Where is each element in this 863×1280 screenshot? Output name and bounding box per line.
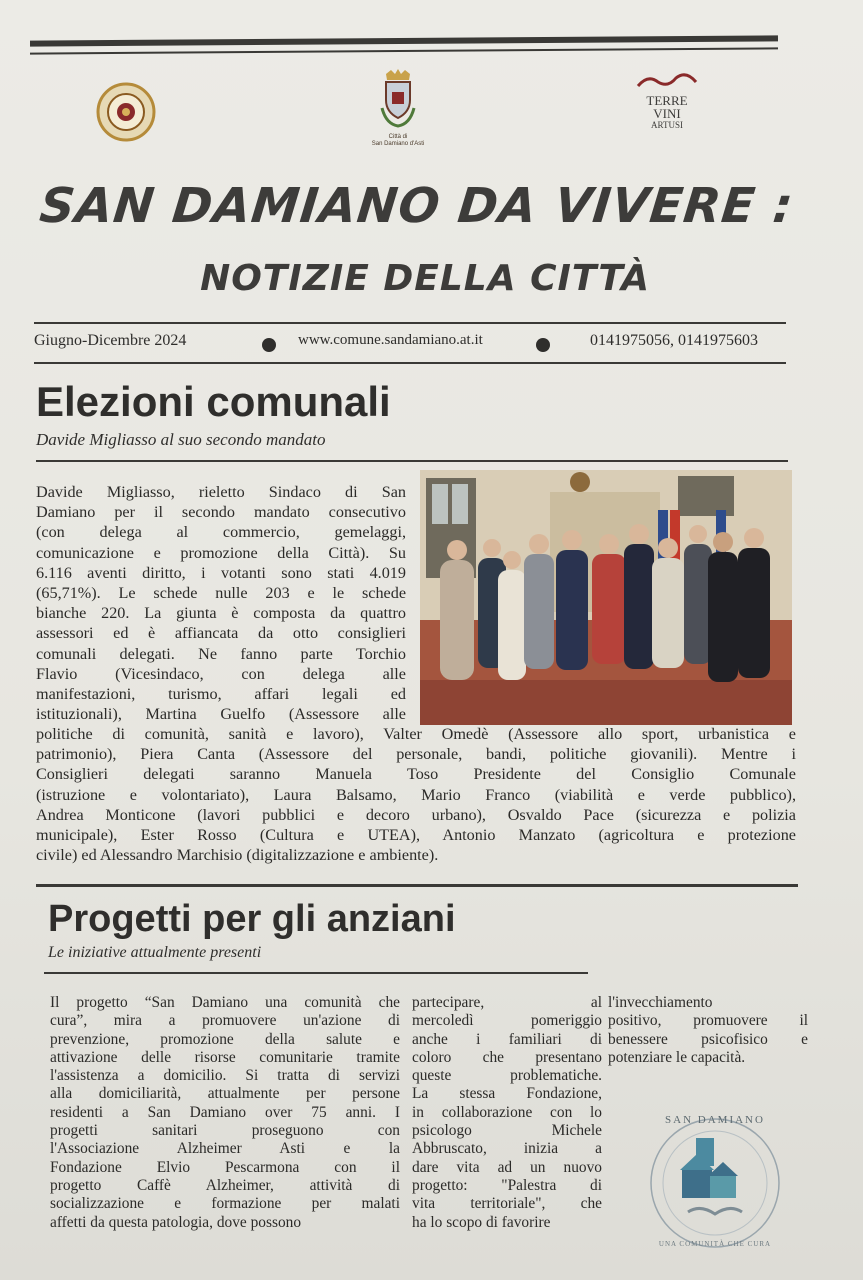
text-line: l'invecchiamento (608, 994, 713, 1011)
separator-dot (262, 338, 276, 352)
separator-dot (536, 338, 550, 352)
text-line: psicologo Michele (412, 1122, 602, 1140)
text-line: partecipare, al (412, 994, 602, 1011)
crest-caption-line1: Città di (388, 134, 408, 140)
text-line: l'Associazione Alzheimer Asti e la (50, 1140, 400, 1158)
text-line: progetto Caffè Alzheimer, attività di (50, 1176, 400, 1194)
article1-heading: Elezioni comunali (36, 378, 391, 425)
article-divider (36, 884, 798, 887)
terre-vini-text-2: VINI (653, 106, 681, 121)
round-seal-logo (96, 82, 156, 146)
text-line: La stessa Fondazione, (412, 1085, 602, 1103)
article2-column-2 (412, 994, 602, 1232)
text-line: residenti a San Damiano over 75 anni. I (50, 1103, 400, 1121)
article1-subheading: Davide Migliasso al suo secondo mandato (36, 430, 326, 449)
text-line: istituzionali), Martina Guelfo (Assessore alle (36, 705, 406, 724)
article2-column-3 (608, 994, 808, 1067)
article2-rule (44, 972, 588, 974)
badge-ring-text: UNA COMUNITÀ CHE CURA (658, 1240, 772, 1248)
text-line: queste problematiche. (412, 1067, 602, 1085)
website-link[interactable]: www.comune.sandamiano.at.it (298, 332, 483, 348)
masthead-subtitle: NOTIZIE DELLA CITTÀ (200, 258, 650, 299)
text-line: Fondazione Elvio Pescarmona con il (50, 1158, 400, 1176)
text-line: progetti sanitari proseguono con (50, 1122, 400, 1140)
text-line: socializzazione e formazione per malati (50, 1195, 400, 1213)
top-rule (30, 35, 778, 46)
text-line: vita territoriale", che (412, 1195, 602, 1213)
terre-vini-text-1: TERRE (646, 93, 688, 108)
text-line: Consiglieri delegati saranno Manuela Toso Presidente del Consiglio Comunale (36, 765, 796, 784)
text-line: ha lo scopo di favorire (412, 1213, 551, 1231)
text-line: patrimonio), Piera Canta (Assessore del personale, bandi, politiche giovanili). Mentre i (36, 745, 796, 764)
badge-title: SAN DAMIANO (665, 1114, 765, 1126)
meta-rule-bottom (34, 362, 786, 364)
text-line: Davide Migliasso, rieletto Sindaco di San (36, 483, 406, 501)
text-line: in collaborazione con lo (412, 1103, 602, 1121)
text-line: civile) ed Alessandro Marchisio (digitalizzazione e ambiente). (36, 846, 439, 865)
city-crest-logo (360, 68, 436, 148)
crest-caption-line2: San Damiano d'Asti (371, 141, 425, 147)
text-line: attivazione delle risorse comunitarie tramite (50, 1048, 400, 1066)
text-line: coloro che presentano (412, 1048, 602, 1066)
article1-body-wrapped (36, 482, 406, 724)
text-line: municipale), Ester Rosso (Cultura e UTEA), Antonio Manzato (agricoltura e protezione (36, 826, 796, 845)
text-line: progetto: "Palestra di (412, 1176, 602, 1194)
text-line: Abbruscato, inizia a (412, 1140, 602, 1158)
text-line: bianche 220. La giunta è composta da quattro (36, 604, 406, 623)
text-line: prevenzione, promozione della salute e (50, 1030, 400, 1048)
text-line: assessori ed è affiancata da otto consiglieri (36, 624, 406, 643)
text-line-tail: al (590, 994, 602, 1011)
top-rule-thin (30, 47, 778, 54)
text-line: cura”, mira a promuovere un'azione di (50, 1012, 400, 1030)
text-line: (con delega al commercio, gemelaggi, (36, 523, 406, 542)
text-line: potenziare le capacità. (608, 1048, 746, 1066)
text-line: alla domiciliarità, attualmente per persone (50, 1085, 400, 1103)
text-line: comunali delegati. Ne fanno parte Torchio (36, 644, 406, 663)
text-line: politiche di comunità, sanità e lavoro), Valter Omedè (Assessore allo sport, urbanistica e (36, 725, 796, 743)
text-line: benessere psicofisico e (608, 1030, 808, 1048)
article1-body-full (36, 724, 796, 865)
community-badge (640, 1108, 790, 1258)
text-line: mercoledì pomeriggio (412, 1012, 602, 1030)
text-line: l'assistenza a domicilio. Si tratta di servizi (50, 1067, 400, 1085)
text-line: (65,71%). Le schede nulle 203 e le schede (36, 584, 406, 603)
masthead-title: SAN DAMIANO DA VIVERE : (37, 178, 797, 234)
article2-heading: Progetti per gli anziani (48, 898, 456, 940)
text-line: anche i familiari di (412, 1030, 602, 1048)
issue-period: Giugno-Dicembre 2024 (34, 332, 187, 349)
text-line: Il progetto “San Damiano una comunità che (50, 994, 400, 1011)
text-line: manifestazioni, turismo, affari legali ed (36, 685, 406, 704)
text-line: positivo, promuovere il (608, 1012, 808, 1030)
terre-vini-text-3: ARTUSI (651, 120, 683, 130)
text-line: affetti da questa patologia, dove possono (50, 1213, 302, 1231)
article2-subheading: Le iniziative attualmente presenti (48, 944, 262, 961)
meta-rule-top (34, 322, 786, 324)
article1-rule (36, 460, 788, 462)
meta-bar (34, 328, 794, 358)
council-group-photo (420, 470, 792, 725)
text-line: Damiano per il secondo mandato consecutivo (36, 503, 406, 522)
phone-numbers: 0141975056, 0141975603 (590, 332, 758, 349)
article2-column-1 (50, 994, 400, 1232)
text-line: (istruzione e volontariato), Laura Balsamo, Mario Franco (viabilità e verde pubblico), (36, 785, 796, 804)
text-line: 6.116 aventi diritto, i votanti sono stati 4.019 (36, 563, 406, 582)
text-line: dare vita ad un nuovo (412, 1158, 602, 1176)
text-line: comunicazione e promozione della Città). Su (36, 543, 406, 562)
text-line: Andrea Monticone (lavori pubblici e decoro urbano), Osvaldo Pace (sicurezza e polizia (36, 805, 796, 824)
text-line: Flavio (Vicesindaco, con delega alle (36, 664, 406, 683)
terre-vini-logo (634, 72, 700, 130)
